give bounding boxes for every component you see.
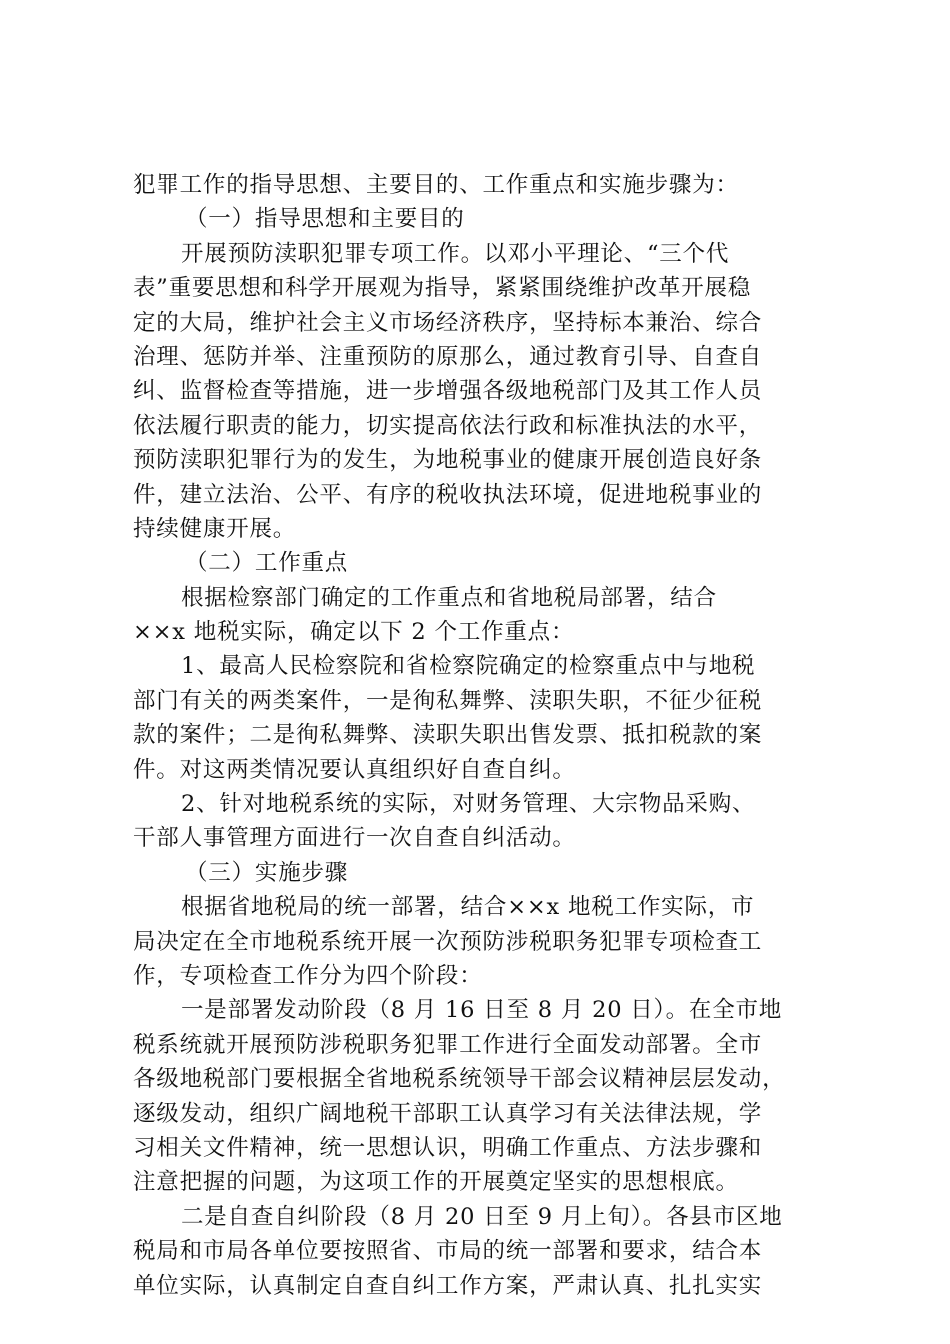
section-heading: （三）实施步骤 [185,859,349,886]
paragraph-line: 各级地税部门要根据全省地税系统领导干部会议精神层层发动， [133,1066,786,1093]
paragraph-line: 纠、监督检查等措施，进一步增强各级地税部门及其工作人员 [133,378,763,405]
paragraph-line: 2、针对地税系统的实际，对财务管理、大宗物品采购、 [181,791,756,818]
paragraph-line: 治理、惩防并举、注重预防的原那么，通过教育引导、自查自 [133,343,763,370]
paragraph-line: 一是部署发动阶段（8 月 16 日至 8 月 20 日）。在全市地 [181,997,783,1024]
paragraph-line: 持续健康开展。 [133,515,297,542]
document-body [133,168,823,1303]
paragraph-line: 件。对这两类情况要认真组织好自查自纠。 [133,756,576,783]
paragraph-line: 根据检察部门确定的工作重点和省地税局部署，结合 [181,584,717,611]
paragraph-line: 表”重要思想和科学开展观为指导，紧紧围绕维护改革开展稳 [133,275,752,302]
paragraph-line: 税局和市局各单位要按照省、市局的统一部署和要求，结合本 [133,1238,763,1265]
paragraph-line: 部门有关的两类案件，一是徇私舞弊、渎职失职，不征少征税 [133,687,763,714]
paragraph-line: 作，专项检查工作分为四个阶段： [133,962,483,989]
paragraph-line: 开展预防渎职犯罪专项工作。以邓小平理论、“三个代 [181,240,730,267]
paragraph-line: 税系统就开展预防涉税职务犯罪工作进行全面发动部署。全市 [133,1031,763,1058]
paragraph-line: 定的大局，维护社会主义市场经济秩序，坚持标本兼治、综合 [133,309,763,336]
paragraph-line: 局决定在全市地税系统开展一次预防涉税职务犯罪专项检查工 [133,928,763,955]
paragraph-line: 习相关文件精神，统一思想认识，明确工作重点、方法步骤和 [133,1134,763,1161]
paragraph-line: 逐级发动，组织广阔地税干部职工认真学习有关法律法规，学 [133,1100,763,1127]
section-heading: （二）工作重点 [185,550,349,577]
paragraph-line: 根据省地税局的统一部署，结合××x 地税工作实际，市 [181,894,755,921]
paragraph-line: 款的案件；二是徇私舞弊、渎职失职出售发票、抵扣税款的案 [133,722,763,749]
paragraph-line: 1、最高人民检察院和省检察院确定的检察重点中与地税 [181,653,756,680]
paragraph-line: 注意把握的问题，为这项工作的开展奠定坚实的思想根底。 [133,1169,739,1196]
paragraph-line: 件，建立法治、公平、有序的税收执法环境，促进地税事业的 [133,481,763,508]
paragraph-line: 单位实际，认真制定自查自纠工作方案，严肃认真、扎扎实实 [133,1272,763,1299]
section-heading: （一）指导思想和主要目的 [185,206,465,233]
paragraph-line: 犯罪工作的指导思想、主要目的、工作重点和实施步骤为： [133,172,739,198]
paragraph-line: ××x 地税实际，确定以下 2 个工作重点： [133,619,575,646]
paragraph-line: 预防渎职犯罪行为的发生，为地税事业的健康开展创造良好条 [133,447,763,474]
paragraph-line: 二是自查自纠阶段（8 月 20 日至 9 月上旬）。各县市区地 [181,1203,783,1230]
paragraph-line: 依法履行职责的能力，切实提高依法行政和标准执法的水平， [133,412,763,439]
paragraph-line: 干部人事管理方面进行一次自查自纠活动。 [133,825,576,852]
